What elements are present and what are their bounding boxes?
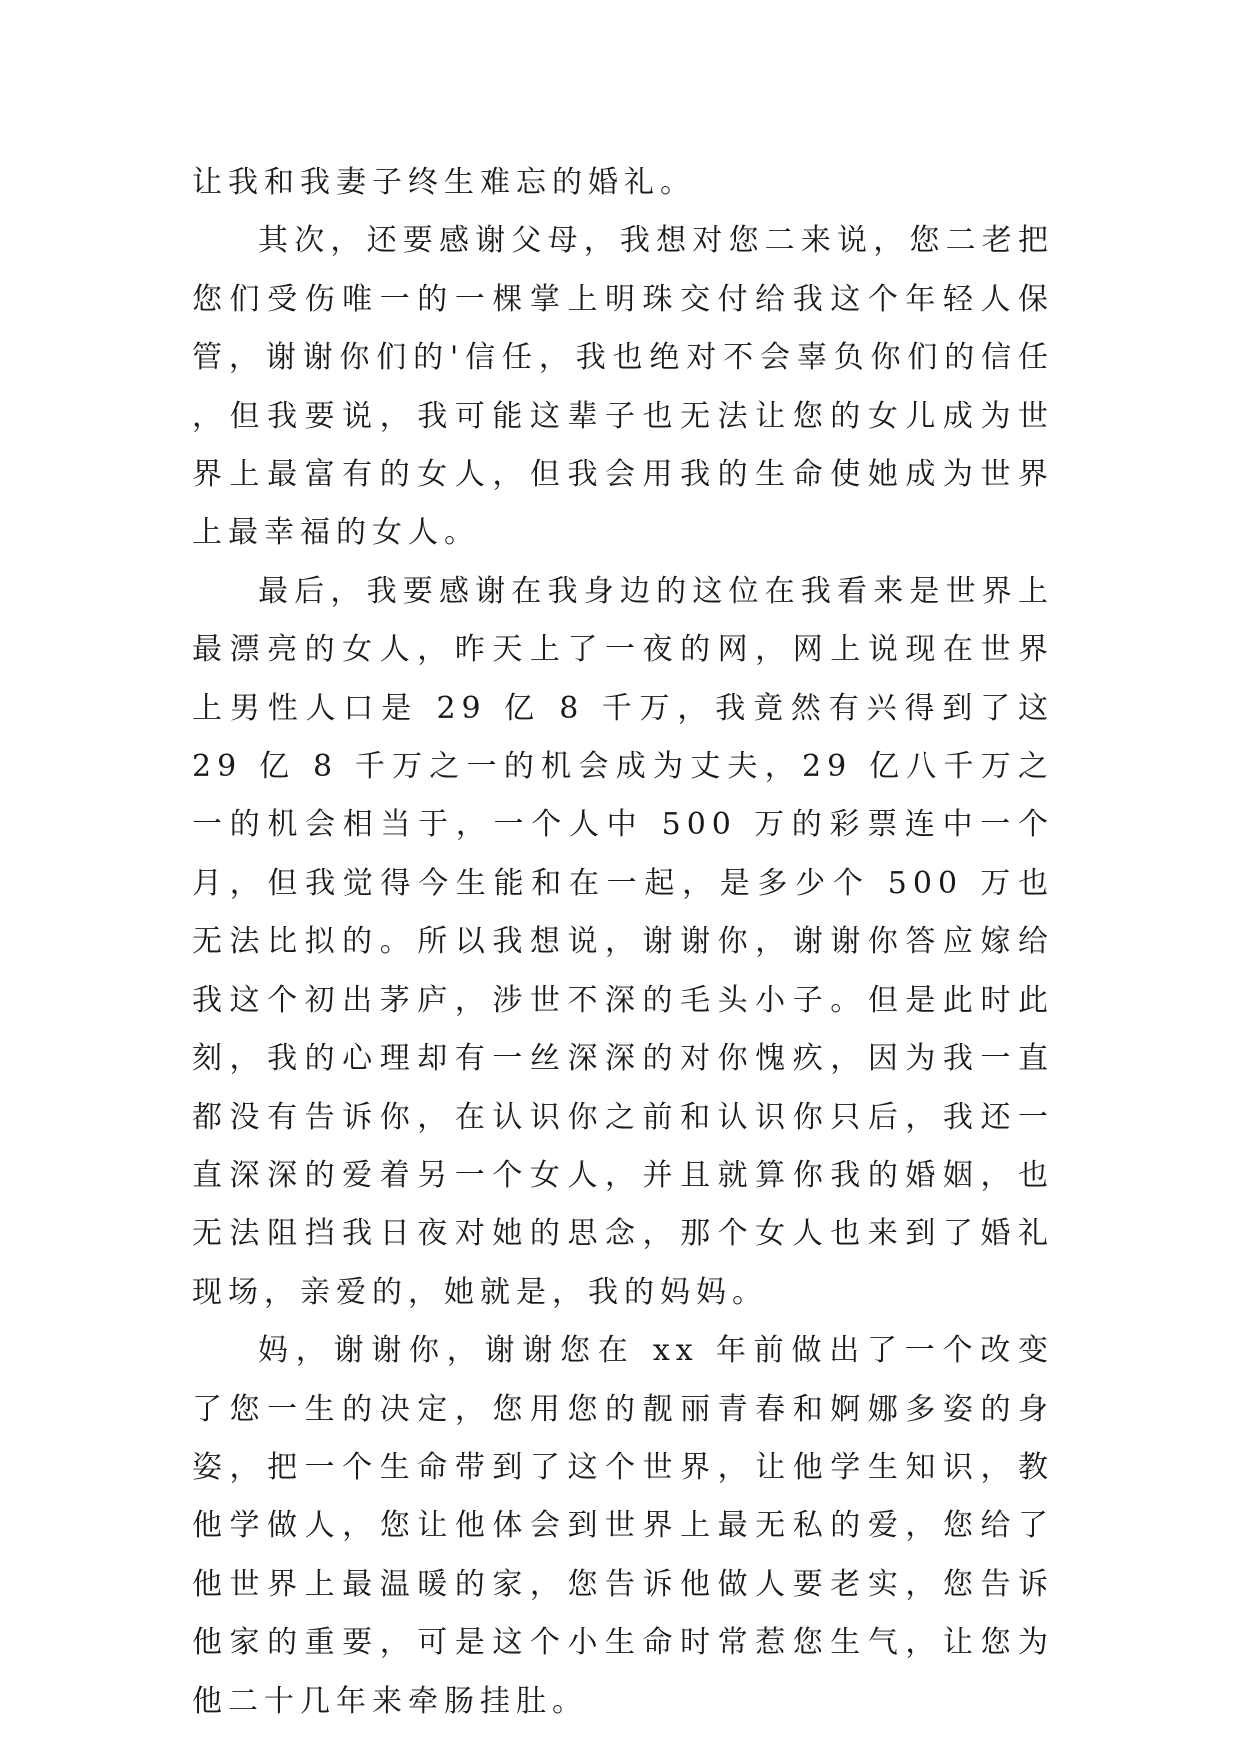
- paragraph-thanks-parents: 其次，还要感谢父母，我想对您二来说，您二老把您们受伤唯一的一棵掌上明珠交付给我这个年轻人保管，谢谢你们的'信任，我也绝对不会辜负你们的信任，但我要说，我可能这辈子也无法让您的女儿成为世界上最富有的女人，但我会用我的生命使她成为世界上最幸福的女人。: [192, 223, 1054, 551]
- paragraph-thanks-mother: 妈，谢谢你，谢谢您在 xx 年前做出了一个改变了您一生的决定，您用您的靓丽青春和婀娜多姿的身姿，把一个生命带到了这个世界，让他学生知识，教他学做人，您让他体会到世界上最无私的爱，您给了他世界上最温暖的家，您告诉他做人要老实，您告诉他家的重要，可是这个小生命时常惹您生气，让您为他二十几年来牵肠挂肚。: [192, 1333, 1054, 1719]
- paragraph-continuation: 让我和我妻子终生难忘的婚礼。: [192, 165, 696, 200]
- document-body: [192, 154, 1054, 1731]
- paragraph-thanks-wife: 最后，我要感谢在我身边的这位在我看来是世界上最漂亮的女人，昨天上了一夜的网，网上说现在世界上男性人口是 29 亿 8 千万，我竟然有兴得到了这 29 亿 8 千万之一的机会成为丈夫，29 亿八千万之一的机会相当于，一个人中 500 万的彩票连中一个月，但我觉得今生能和在一起，是多少个 500 万也无法比拟的。所以我想说，谢谢你，谢谢你答应嫁给我这个初出茅庐，涉世不深的毛头小子。但是此时此刻，我的心理却有一丝深深的对你愧疚，因为我一直都没有告诉你，在认识你之前和认识你只后，我还一直深深的爱着另一个女人，并且就算你我的婚姻，也无法阻挡我日夜对她的思念，那个女人也来到了婚礼现场，亲爱的，她就是，我的妈妈。: [192, 573, 1054, 1310]
